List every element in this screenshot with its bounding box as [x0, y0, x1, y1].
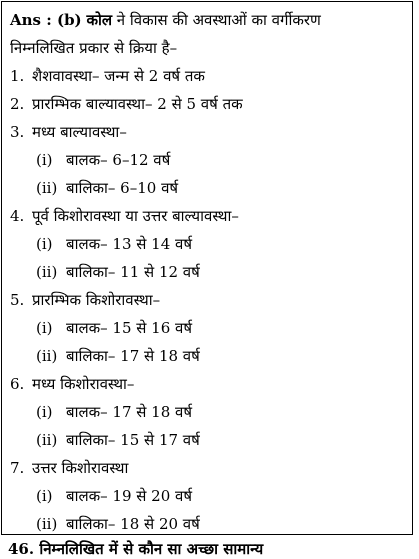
sub-item-6-ii — [36, 430, 200, 450]
sub-item-text: बालक– 13 से 14 वर्ष — [66, 235, 193, 253]
sub-item-number: (ii) — [36, 515, 58, 533]
item-text: मध्य किशोरावस्था– — [32, 375, 135, 393]
sub-item-text: बालिका– 15 से 17 वर्ष — [66, 431, 200, 449]
item-number: 5. — [10, 291, 25, 309]
sub-item-text: बालिका– 6–10 वर्ष — [66, 179, 179, 197]
sub-item-text: बालिका– 11 से 12 वर्ष — [66, 263, 200, 281]
list-item-7 — [10, 458, 128, 478]
item-text: प्रारम्भिक किशोरावस्था– — [32, 291, 161, 309]
sub-item-4-i — [36, 234, 192, 254]
item-number: 4. — [10, 207, 25, 225]
list-item-3 — [10, 122, 127, 142]
answer-author: कोल — [86, 11, 113, 29]
sub-item-5-i — [36, 318, 192, 338]
item-text: प्रारम्भिक बाल्यावस्था– 2 से 5 वर्ष तक — [32, 95, 243, 113]
sub-item-number: (i) — [36, 319, 53, 337]
list-item-2 — [10, 94, 243, 114]
item-number: 7. — [10, 459, 25, 477]
answer-heading-line — [10, 10, 410, 30]
item-text: शैशवावस्था– जन्म से 2 वर्ष तक — [32, 67, 205, 85]
list-item-6 — [10, 374, 134, 394]
sub-item-6-i — [36, 402, 192, 422]
sub-item-number: (i) — [36, 487, 53, 505]
sub-item-text: बालक– 6–12 वर्ष — [66, 151, 171, 169]
sub-item-text: बालिका– 17 से 18 वर्ष — [66, 347, 200, 365]
item-text: मध्य बाल्यावस्था– — [32, 123, 127, 141]
sub-item-number: (ii) — [36, 431, 58, 449]
list-item-5 — [10, 290, 160, 310]
item-text: उत्तर किशोरावस्था — [32, 459, 129, 477]
item-number: 2. — [10, 95, 25, 113]
sub-item-text: बालक– 17 से 18 वर्ष — [66, 403, 193, 421]
sub-item-7-i — [36, 486, 192, 506]
item-number: 6. — [10, 375, 25, 393]
answer-box — [1, 1, 413, 535]
answer-prefix: Ans : (b) — [10, 11, 82, 29]
sub-item-number: (i) — [36, 151, 53, 169]
sub-item-number: (ii) — [36, 179, 58, 197]
sub-item-3-ii — [36, 178, 178, 198]
sub-item-5-ii — [36, 346, 200, 366]
next-question-fragment: 46. निम्नलिखित में से कौन सा अच्छा सामान्य — [8, 540, 264, 558]
sub-item-number: (i) — [36, 403, 53, 421]
sub-item-text: बालिका– 18 से 20 वर्ष — [66, 515, 200, 533]
sub-item-3-i — [36, 150, 170, 170]
item-text: पूर्व किशोरावस्था या उत्तर बाल्यावस्था– — [32, 207, 239, 225]
sub-item-number: (i) — [36, 235, 53, 253]
list-item-4 — [10, 206, 239, 226]
sub-item-4-ii — [36, 262, 200, 282]
sub-item-7-ii — [36, 514, 200, 534]
answer-line2: निम्नलिखित प्रकार से क्रिया है– — [10, 39, 178, 57]
list-item-1 — [10, 66, 205, 86]
answer-line1-rest: ने विकास की अवस्थाओं का वर्गीकरण — [116, 11, 321, 29]
sub-item-text: बालक– 15 से 16 वर्ष — [66, 319, 193, 337]
sub-item-text: बालक– 19 से 20 वर्ष — [66, 487, 193, 505]
item-number: 3. — [10, 123, 25, 141]
sub-item-number: (ii) — [36, 263, 58, 281]
item-number: 1. — [10, 67, 25, 85]
sub-item-number: (ii) — [36, 347, 58, 365]
